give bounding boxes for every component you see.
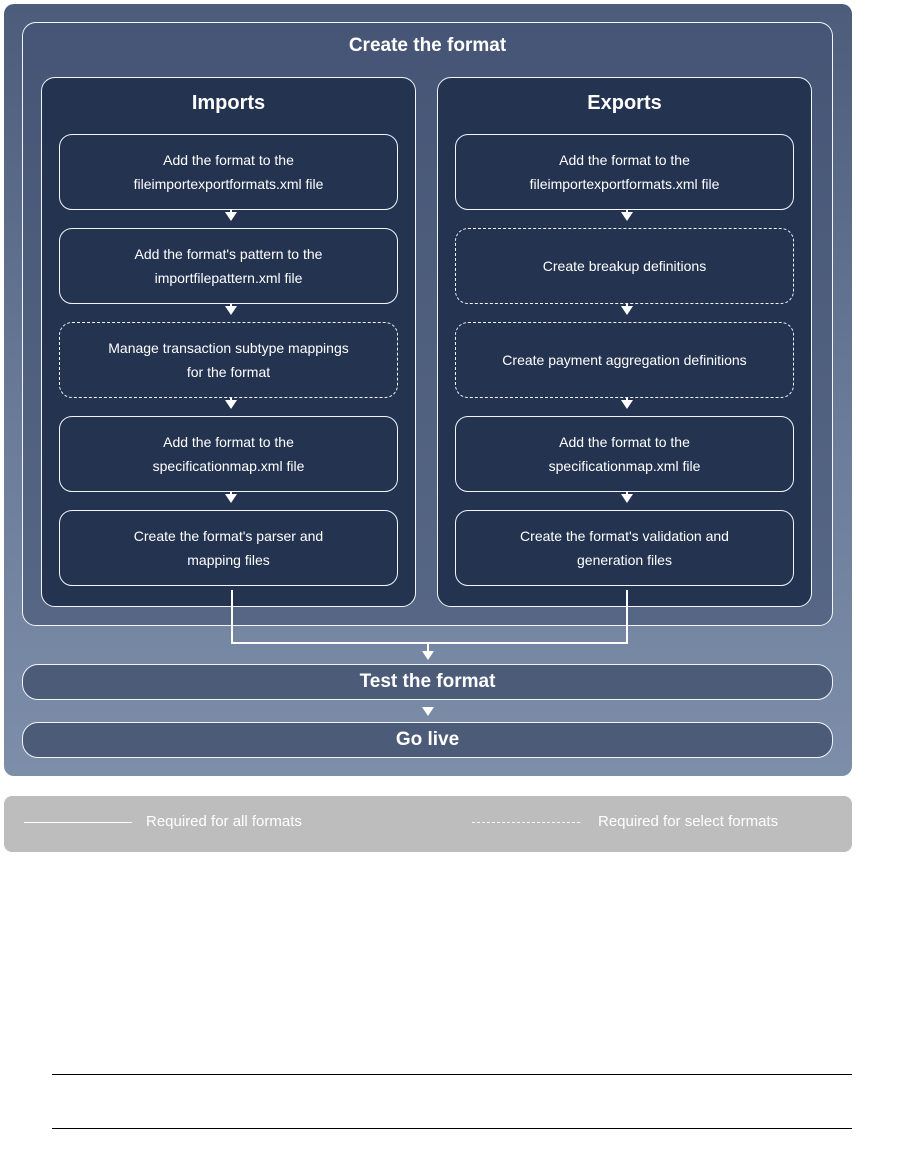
exports-column [437,77,812,607]
arrow-down-icon [225,494,237,503]
step-line: Create the format's parser and [133,528,324,544]
step-line: fileimportexportformats.xml file [529,176,720,192]
arrow-down-icon [225,400,237,409]
solid-line-sample [24,822,132,823]
create-format-frame [22,22,833,626]
step-line: importfilepattern.xml file [154,270,303,286]
imports-step-5 [59,510,398,586]
step-line: Add the format to the [559,152,690,168]
imports-step-2 [59,228,398,304]
dashed-line-sample [472,822,580,823]
exports-step-5 [455,510,794,586]
merge-connector [231,642,628,644]
imports-step-3 [59,322,398,398]
exports-connector [626,590,628,644]
divider-rule [52,1128,852,1129]
exports-step-1 [455,134,794,210]
step-line: specificationmap.xml file [152,458,305,474]
exports-step-3 [455,322,794,398]
go-live-band: Go live [22,722,833,758]
arrow-down-icon [225,212,237,221]
imports-connector [231,590,233,644]
divider-rule [52,1074,852,1075]
step-line: generation files [577,552,672,568]
imports-step-1 [59,134,398,210]
step-line: for the format [186,364,271,380]
arrow-down-icon [422,707,434,716]
legend [4,796,852,852]
exports-title: Exports [587,92,662,114]
step-line: Create payment aggregation definitions [502,352,747,368]
arrow-down-icon [621,494,633,503]
imports-column [41,77,416,607]
step-line: Manage transaction subtype mappings [108,340,349,356]
arrow-down-icon [621,212,633,221]
create-format-title: Create the format [348,35,507,56]
imports-title: Imports [191,92,266,114]
merge-stem [427,642,429,651]
imports-step-4 [59,416,398,492]
arrow-down-icon [621,306,633,315]
step-line: specificationmap.xml file [548,458,701,474]
exports-step-2 [455,228,794,304]
arrow-down-icon [621,400,633,409]
test-format-band: Test the format [22,664,833,700]
arrow-down-icon [422,651,434,660]
step-line: fileimportexportformats.xml file [133,176,324,192]
step-line: mapping files [187,552,270,568]
legend-select-label: Required for select formats [598,813,779,830]
step-line: Create the format's validation and [520,528,729,544]
legend-required-label: Required for all formats [146,813,302,830]
arrow-down-icon [225,306,237,315]
exports-step-4 [455,416,794,492]
step-line: Add the format's pattern to the [134,246,323,262]
step-line: Create breakup definitions [542,258,707,274]
step-line: Add the format to the [163,434,294,450]
step-line: Add the format to the [163,152,294,168]
step-line: Add the format to the [559,434,690,450]
